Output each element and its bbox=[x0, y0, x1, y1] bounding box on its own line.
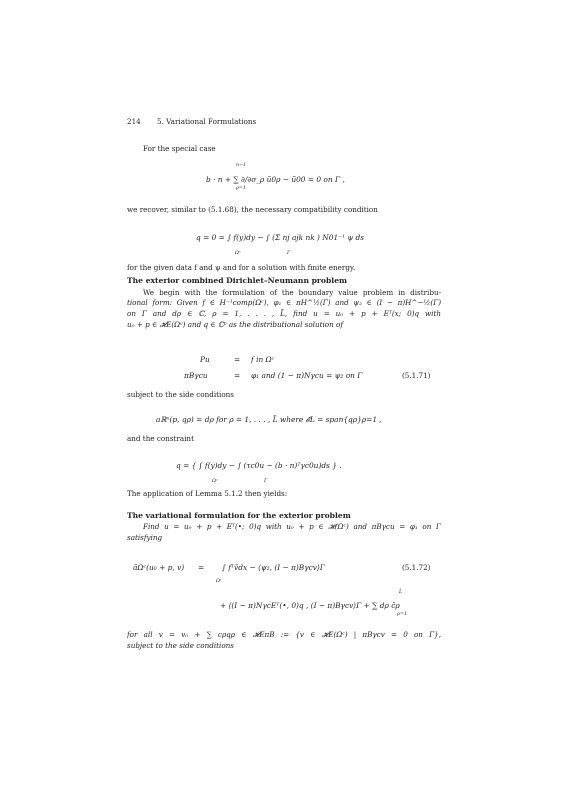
equation-rhs-line2: + ⟨(I − π)NγcEᵀ(•, 0)q , (I − π)Bγcv⟩Γ + ∑ dρ c̄ρ bbox=[220, 601, 400, 610]
paragraph-constraint: and the constraint bbox=[127, 434, 194, 443]
sum-lower-limit: ρ=1 bbox=[397, 612, 407, 617]
equation-relation: = bbox=[234, 355, 241, 364]
paragraph-line: Find u = u₀ + p + Eᵀ(•; 0)q with u₀ + p ∈ 𝓗(Ωᶜ) and πBγcu = φ₁ on Γ bbox=[143, 522, 441, 531]
integral-domain: Ωᶜ bbox=[235, 251, 241, 256]
paragraph-line: on Γ and dρ ∈ ℂ, ρ = 1, . . . , L̃, find u = u₀ + p + Eᵀ(x; 0)q with bbox=[127, 309, 441, 318]
integral-domain: Ωᶜ bbox=[212, 479, 218, 484]
paragraph-special-case: For the special case bbox=[143, 144, 216, 153]
equation-rhs: f in Ωᶜ bbox=[251, 355, 275, 364]
equation-relation: = bbox=[234, 371, 241, 380]
paragraph-line: for all v = v₀ + ∑ cρqρ ∈ 𝓗EπB := {v ∈ 𝓗E(Ωᶜ) | πBγcv = 0 on Γ}, bbox=[127, 630, 441, 639]
running-title: 5. Variational Formulations bbox=[157, 117, 257, 126]
equation-relation: = bbox=[198, 563, 205, 572]
paragraph-line: satisfying bbox=[127, 533, 163, 542]
equation-lhs: ãΩᶜ(u₀ + p, v) bbox=[133, 563, 185, 572]
paragraph-finite-energy: for the given data f and ψ and for a solution with finite energy. bbox=[127, 263, 356, 272]
integral-domain: Γ bbox=[287, 251, 291, 256]
equation-lhs: πBγcu bbox=[184, 371, 208, 380]
sum-lower-limit: ρ=1 bbox=[236, 186, 246, 191]
paragraph-compatibility: we recover, similar to (5.1.68), the necessary compatibility condition bbox=[127, 205, 378, 214]
integral-domain: Ωᶜ bbox=[216, 579, 222, 584]
paragraph-line: tional form: Given f ∈ H⁻¹comp(Ωᶜ), φ₁ ∈ πH^½(Γ) and ψ₂ ∈ (I − π)H^−½(Γ) bbox=[127, 298, 441, 307]
equation-lhs: Pu bbox=[200, 355, 210, 364]
equation-rhs: φ₁ and (1 − π)Nγcu = ψ₂ on Γ bbox=[251, 371, 363, 380]
paragraph-line: u₀ + p ∈ 𝓗E(Ωᶜ) and q ∈ ℂᵖ as the distributional solution of bbox=[127, 320, 344, 329]
equation-body: b · n + ∑ ∂/∂σ_ρ ũ0ρ − ũ00 = 0 on Γ , bbox=[206, 175, 345, 184]
equation-body: q = { ∫ f(y)dy − ∫ (τc0u − (b · n)ᵀγc0u)ds } . bbox=[176, 461, 342, 470]
equation-body: q = 0 = ∫ f(y)dy − ∫ (Σ nj ajk nk ) N01⁻¹ ψ ds bbox=[196, 233, 365, 242]
sum-upper-limit: n−1 bbox=[236, 163, 247, 168]
integral-domain: Γ bbox=[264, 479, 268, 484]
paragraph-side-conditions: subject to the side conditions bbox=[127, 390, 234, 399]
section-heading-dirichlet-neumann: The exterior combined Dirichlet–Neumann problem bbox=[127, 276, 348, 285]
equation-number: (5.1.72) bbox=[402, 563, 431, 572]
equation-body: aℝⁿ(p, qρ) = dρ for ρ = 1, . . . , L̃ where 𝓔L = span{qρ}ρ=1 , bbox=[156, 415, 382, 424]
paragraph-line: subject to the side conditions bbox=[127, 641, 234, 650]
sum-upper-limit: L̃ bbox=[399, 590, 403, 595]
section-heading-variational: The variational formulation for the exterior problem bbox=[127, 511, 351, 520]
paragraph-line: We begin with the formulation of the boundary value problem in distribu- bbox=[143, 288, 441, 297]
equation-number: (5.1.71) bbox=[402, 371, 431, 380]
equation-rhs-line1: ∫ fᵀv̄dx − ⟨ψ₂, (I − π)Bγcv⟩Γ bbox=[222, 563, 325, 572]
page-number: 214 bbox=[127, 117, 141, 126]
paragraph-lemma: The application of Lemma 5.1.2 then yields: bbox=[127, 489, 288, 498]
